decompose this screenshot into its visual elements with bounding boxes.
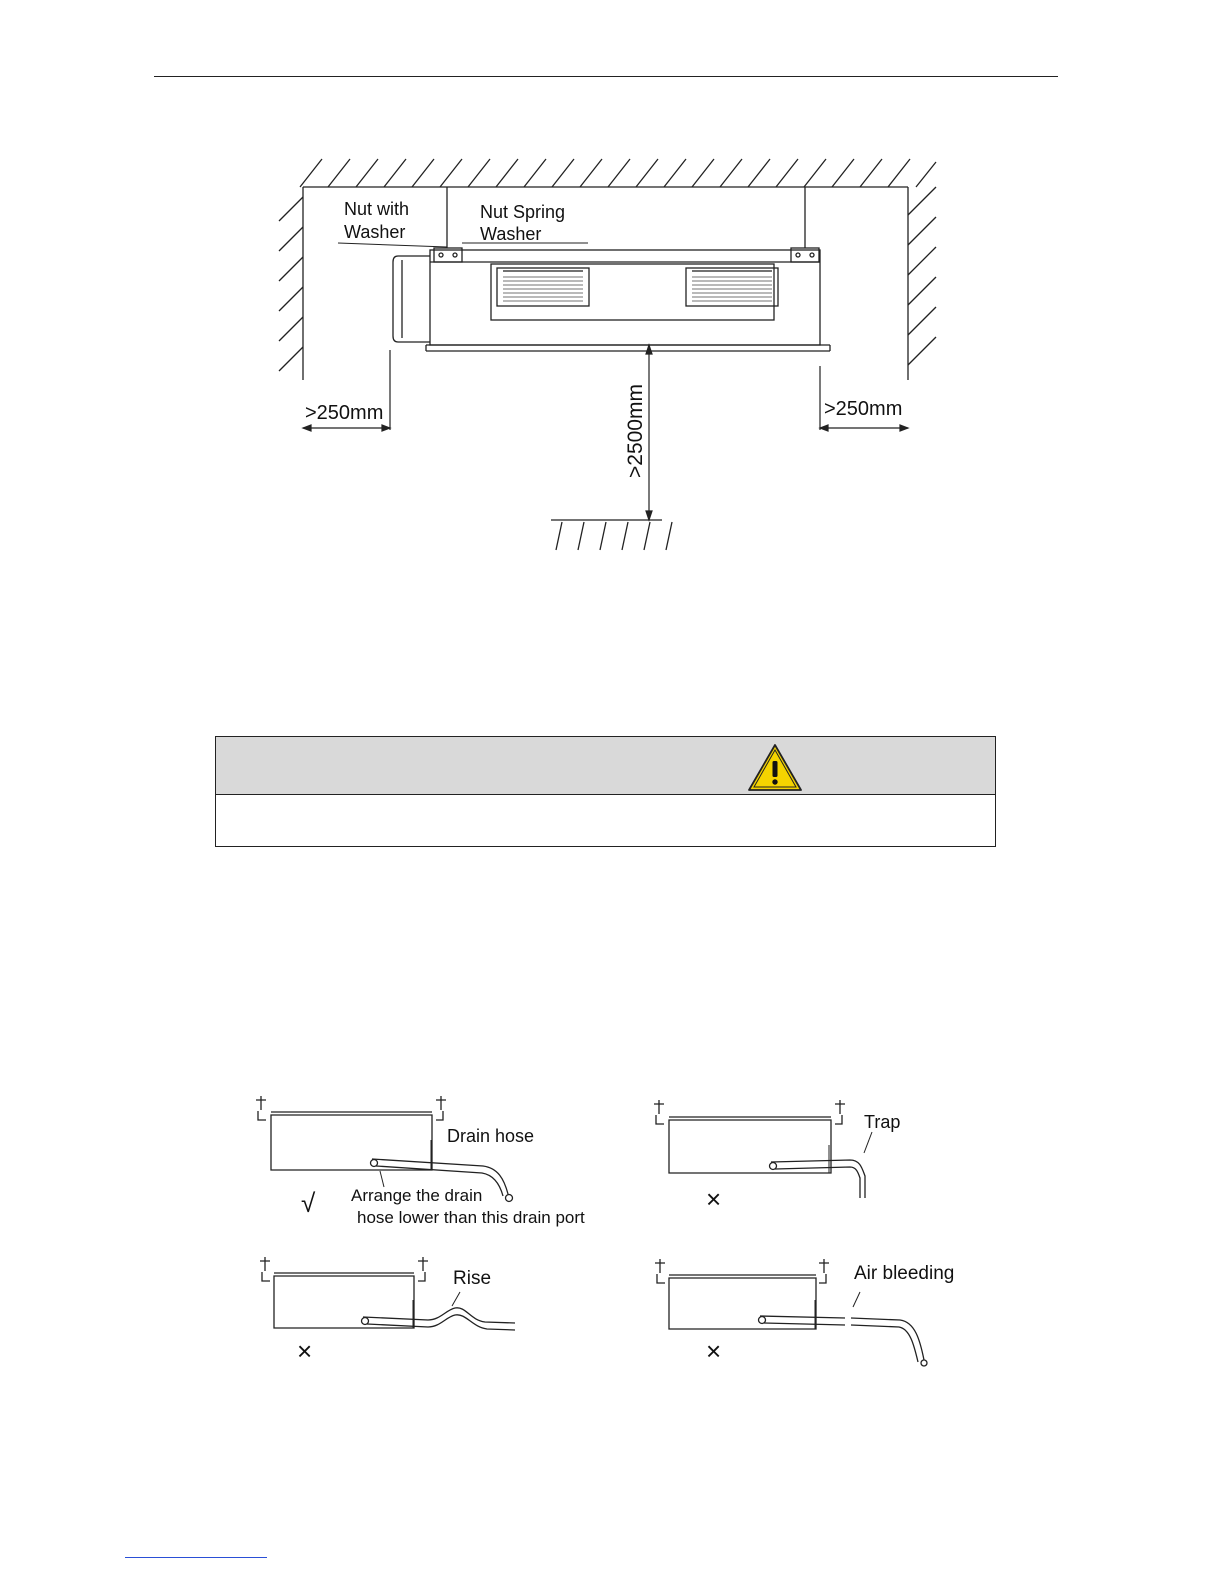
- warning-header: [216, 737, 995, 795]
- installation-clearance-diagram: [0, 0, 1224, 600]
- label-rise: Rise: [453, 1268, 492, 1289]
- left-fan: [497, 268, 589, 306]
- drain-diagram-trap: [654, 1100, 872, 1198]
- ceiling-hatch: [300, 159, 936, 187]
- unit-opening: [491, 264, 774, 320]
- drain-hose-diagrams: [0, 1080, 1224, 1400]
- warning-box: [215, 736, 996, 847]
- right-fan: [686, 268, 778, 306]
- fan-grille-lines: [503, 271, 772, 301]
- check-mark: √: [301, 1188, 316, 1218]
- left-wall-hatch: [279, 197, 303, 371]
- label-nut-washer-1: Nut with: [344, 199, 410, 219]
- label-trap: Trap: [864, 1112, 901, 1132]
- right-wall-hatch: [908, 187, 936, 365]
- clearance-left-label: >250mm: [305, 402, 384, 424]
- cross-mark-trap: ×: [706, 1184, 722, 1214]
- label-air-bleeding: Air bleeding: [854, 1263, 955, 1284]
- label-drain-hose: Drain hose: [447, 1126, 535, 1146]
- floor: [551, 520, 672, 550]
- cross-mark-air: ×: [706, 1336, 722, 1366]
- label-nut-washer-2: Washer: [344, 222, 406, 242]
- clearance-right-label: >250mm: [824, 398, 903, 420]
- label-nut-spring-2: Washer: [480, 224, 542, 244]
- cross-mark-rise: ×: [297, 1336, 313, 1366]
- electric-box: [393, 256, 430, 342]
- warning-triangle-icon: [216, 737, 997, 794]
- clearance-floor-label: >2500mm: [624, 384, 647, 478]
- label-arrange-drain-2: hose lower than this drain port: [357, 1208, 585, 1227]
- label-arrange-drain-1: Arrange the drain: [351, 1186, 483, 1205]
- footer-link-rule[interactable]: [125, 1557, 267, 1558]
- label-nut-spring-1: Nut Spring: [480, 202, 566, 222]
